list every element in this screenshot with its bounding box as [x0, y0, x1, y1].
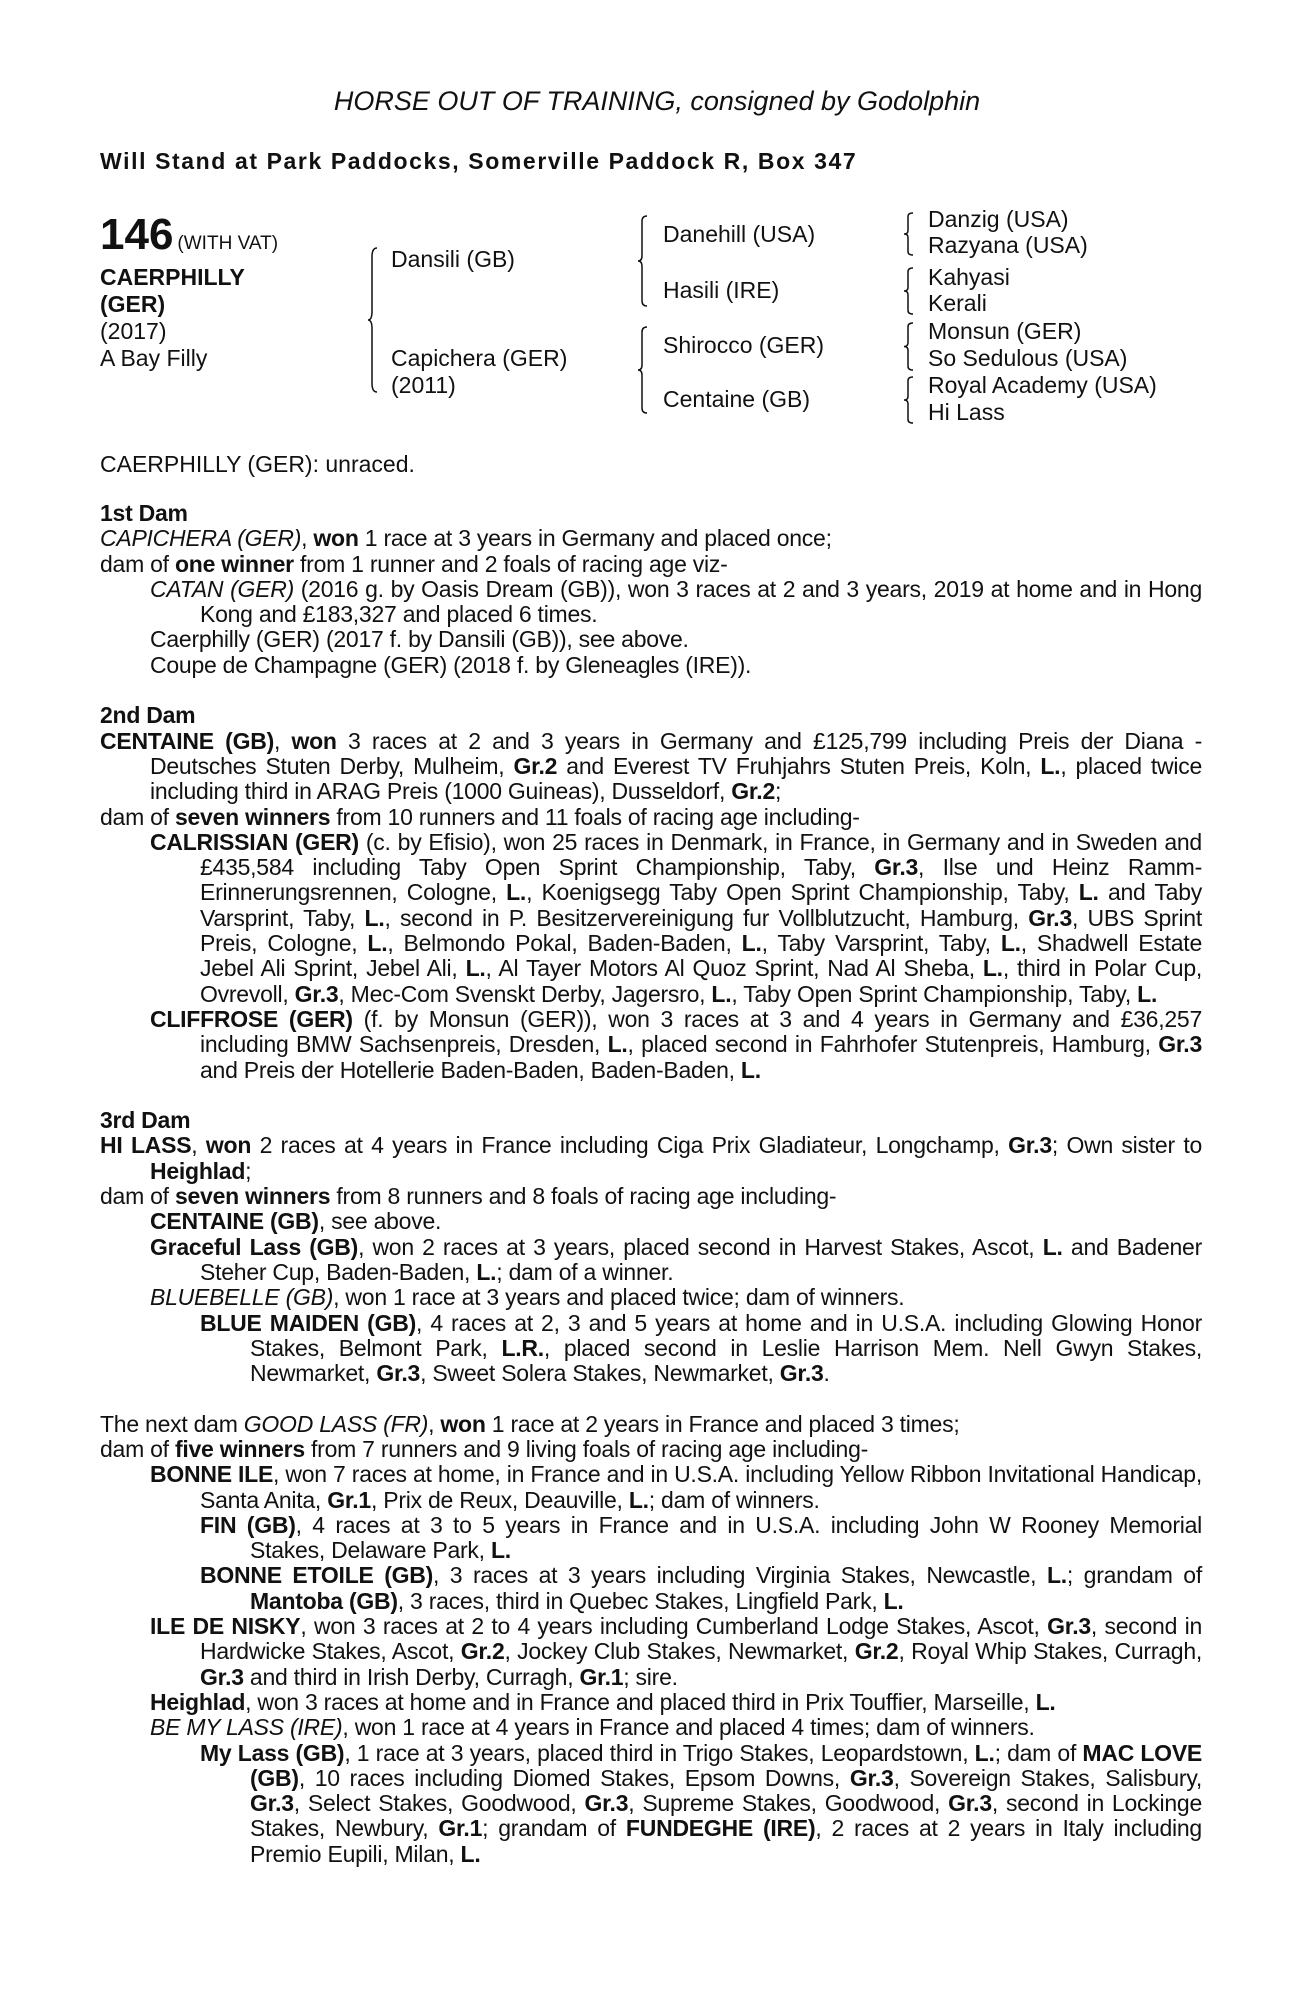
- pedigree-brace: [638, 327, 650, 413]
- text-run: , 4 races at 2, 3 and 5 years at home and in U.S.A. including Glowing Honor Stakes, Belmont Park,: [250, 1309, 1202, 1361]
- bold-text: won: [440, 1410, 486, 1437]
- text-run: , won 3 races at 2 to 4 years including Cumberland Lodge Stakes, Ascot,: [300, 1613, 1048, 1640]
- bold-text: Gr.3: [584, 1790, 629, 1817]
- text-run: ,: [274, 727, 292, 754]
- bold-text: Gr.3: [779, 1360, 824, 1387]
- text-run: dam of: [100, 550, 175, 577]
- text-run: , Taby Open Sprint Championship, Taby,: [731, 980, 1138, 1007]
- text-run: ,: [191, 1132, 206, 1159]
- bold-text: L.: [1046, 1562, 1067, 1589]
- text-run: 3 races at 2 and 3 years in Germany and £125,799 including Preis der Diana - Deutsches Stuten Derby, Mulheim,: [150, 727, 1203, 779]
- produce-entry: [100, 627, 1202, 652]
- sire: Dansili (GB): [391, 246, 515, 272]
- bold-text: Gr.2: [731, 778, 775, 805]
- bold-text: CLIFFROSE (GER): [150, 1005, 353, 1032]
- text-run: , third in Polar Cup, Ovrevoll,: [200, 955, 1202, 1007]
- bold-text: BONNE ILE: [150, 1461, 274, 1488]
- ancestor-gen3: Hi Lass: [928, 399, 1005, 425]
- text-run: , won 2 races at 3 years, placed second in Harvest Stakes, Ascot,: [358, 1233, 1043, 1260]
- dam-year: (2011): [391, 372, 456, 398]
- bold-text: L.: [1040, 752, 1061, 779]
- text-run: Coupe de Champagne (GER) (2018 f. by Gleneagles (IRE)).: [150, 651, 752, 678]
- bold-text: won: [313, 525, 359, 552]
- text-run: from 1 runner and 2 foals of racing age viz-: [293, 550, 728, 577]
- lot-number: 146: [100, 210, 174, 259]
- bold-text: L.: [883, 1587, 904, 1614]
- bold-text: L.: [982, 955, 1003, 982]
- bold-text: Gr.1: [438, 1815, 483, 1842]
- bold-text: Heighlad: [150, 1157, 246, 1184]
- dam-summary: [100, 1437, 1202, 1462]
- bold-text: Mantoba (GB): [250, 1587, 398, 1614]
- text-run: , 3 races at 3 years including Virginia Stakes, Newcastle,: [433, 1562, 1047, 1589]
- dam-dam: Centaine (GB): [663, 386, 811, 412]
- dam-section: [100, 1412, 1202, 1867]
- bold-text: L.: [711, 980, 732, 1007]
- text-run: , Koenigsegg Taby Open Sprint Championship, Taby,: [526, 879, 1079, 906]
- bold-text: L.: [1078, 879, 1099, 906]
- bold-text: Gr.3: [1158, 1031, 1202, 1058]
- text-run: , Jockey Club Stakes, Newmarket,: [504, 1638, 855, 1665]
- italic-text: BLUEBELLE (GB): [150, 1284, 334, 1311]
- text-run: , Al Tayer Motors Al Quoz Sprint, Nad Al Sheba,: [485, 955, 983, 982]
- text-run: ,: [301, 525, 314, 552]
- text-run: , placed second in Leslie Harrison Mem. Nell Gwyn Stakes, Newmarket,: [250, 1334, 1202, 1387]
- text-run: , Sovereign Stakes, Salisbury,: [893, 1764, 1203, 1791]
- text-run: , won 7 races at home, in France and in U.S.A. including Yellow Ribbon Invitational Handicap, Santa Anita,: [200, 1461, 1202, 1513]
- text-run: , see above.: [318, 1208, 442, 1235]
- produce-entry: [100, 1235, 1202, 1286]
- produce-entry: [100, 653, 1202, 678]
- text-run: , Royal Whip Stakes, Curragh,: [898, 1638, 1203, 1665]
- bold-text: Gr.3: [376, 1360, 421, 1387]
- pedigree-brace: [904, 323, 916, 370]
- bold-text: L.: [506, 879, 527, 906]
- bold-text: L.: [476, 1258, 497, 1285]
- bold-text: Gr.3: [1047, 1613, 1091, 1640]
- ancestor-gen3: Kerali: [928, 290, 987, 316]
- text-run: ;: [775, 778, 782, 805]
- dam-section: [100, 1108, 1202, 1386]
- produce-entry: [100, 1462, 1202, 1513]
- dam-summary: [100, 805, 1202, 830]
- bold-text: L.R.: [501, 1334, 544, 1361]
- ancestor-gen3: Royal Academy (USA): [928, 372, 1157, 398]
- bold-text: L.: [1137, 980, 1158, 1007]
- text-run: , won 3 races at home and in France and placed third in Prix Touffier, Marseille,: [245, 1688, 1036, 1715]
- text-run: (c. by Efisio), won 25 races in Denmark, in France, in Germany and in Sweden and £435,584 including Taby Open Sprint Championship, Taby,: [200, 828, 1202, 881]
- text-run: , 3 races, third in Quebec Stakes, Lingfield Park,: [397, 1587, 884, 1614]
- section-heading: 3rd Dam: [100, 1107, 191, 1134]
- produce-entry: [100, 1715, 1202, 1740]
- dam-summary: [100, 1133, 1202, 1184]
- horse-name: CAERPHILLY (GER): [100, 264, 245, 317]
- text-run: , 1 race at 3 years, placed third in Trigo Stakes, Leopardstown,: [344, 1739, 975, 1766]
- text-run: 2 races at 4 years in France including Ciga Prix Gladiateur, Longchamp,: [251, 1132, 1009, 1159]
- text-run: , Taby Varsprint, Taby,: [761, 930, 1001, 957]
- bold-text: L.: [607, 1031, 628, 1058]
- bold-text: L.: [1035, 1688, 1056, 1715]
- bold-text: seven winners: [174, 803, 331, 830]
- bold-text: Gr.3: [849, 1764, 894, 1791]
- vat-note: (WITH VAT): [177, 233, 279, 254]
- sire-dam: Hasili (IRE): [663, 277, 780, 303]
- ancestor-gen3: Danzig (USA): [928, 206, 1069, 232]
- bold-text: HI LASS: [100, 1132, 192, 1159]
- bold-text: Gr.3: [948, 1790, 992, 1817]
- bold-text: L.: [490, 1537, 511, 1564]
- bold-text: CENTAINE (GB): [100, 727, 274, 754]
- text-run: , second in Lockinge Stakes, Newbury,: [250, 1790, 1202, 1842]
- ancestor-gen3: Razyana (USA): [928, 232, 1088, 258]
- bold-text: Heighlad: [150, 1688, 246, 1715]
- text-run: ; dam of a winner.: [496, 1258, 674, 1285]
- text-run: , UBS Sprint Preis, Cologne,: [200, 904, 1202, 957]
- pedigree-brace: [638, 216, 650, 306]
- horse-description: A Bay Filly: [100, 345, 208, 371]
- produce-entry: [100, 1209, 1202, 1234]
- bold-text: Gr.3: [1028, 904, 1072, 931]
- bold-text: L.: [740, 1056, 761, 1083]
- bold-text: BLUE MAIDEN (GB): [200, 1309, 416, 1336]
- produce-entry: [100, 1311, 1202, 1387]
- dam-summary: [100, 526, 1202, 551]
- italic-text: BE MY LASS (IRE): [150, 1714, 343, 1741]
- text-run: ; grandam of: [1066, 1562, 1202, 1589]
- dam-summary: [100, 552, 1202, 577]
- bold-text: FUNDEGHE (IRE): [625, 1815, 816, 1842]
- stabling-location: Will Stand at Park Paddocks, Somerville Paddock R, Box 347: [100, 148, 858, 174]
- text-run: , Mec-Com Svenskt Derby, Jagersro,: [338, 980, 712, 1007]
- page-title: HORSE OUT OF TRAINING, consigned by Godolphin: [333, 86, 981, 116]
- text-run: dam of: [100, 1183, 175, 1210]
- bold-text: MAC LOVE (GB): [250, 1739, 1202, 1791]
- section-heading: 2nd Dam: [100, 702, 196, 729]
- text-run: , Supreme Stakes, Goodwood,: [628, 1790, 949, 1817]
- bold-text: Gr.2: [460, 1638, 505, 1665]
- bold-text: one winner: [174, 550, 294, 577]
- bold-text: Gr.3: [200, 1663, 244, 1690]
- section-heading: 1st Dam: [100, 500, 188, 526]
- text-run: and third in Irish Derby, Curragh,: [243, 1663, 580, 1690]
- dam-summary: [100, 1412, 1202, 1437]
- text-run: , won 1 race at 3 years and placed twice; dam of winners.: [333, 1284, 905, 1311]
- text-run: ; sire.: [623, 1663, 678, 1690]
- dam-summary: [100, 729, 1202, 805]
- text-run: , 2 races at 2 years in Italy including Premio Eupili, Milan,: [250, 1815, 1202, 1867]
- bold-text: Gr.2: [513, 752, 558, 779]
- produce-entry: [100, 1741, 1202, 1867]
- text-run: , 10 races including Diomed Stakes, Epsom Downs,: [298, 1764, 850, 1791]
- dam-section: [100, 501, 1202, 678]
- text-run: Caerphilly (GER) (2017 f. by Dansili (GB)), see above.: [150, 626, 689, 653]
- produce-entry: [100, 1285, 1202, 1310]
- dam-sire: Shirocco (GER): [663, 332, 825, 358]
- bold-text: L.: [364, 904, 385, 931]
- lot-number-block: [100, 212, 278, 267]
- italic-text: GOOD LASS (FR): [243, 1410, 429, 1437]
- bold-text: seven winners: [174, 1183, 331, 1210]
- text-run: (2016 g. by Oasis Dream (GB)), won 3 races at 2 and 3 years, 2019 at home and in Hong Kong and £183,327 and placed 6 times.: [200, 575, 1202, 628]
- bold-text: Gr.3: [1008, 1132, 1052, 1159]
- text-run: , second in Hardwicke Stakes, Ascot,: [200, 1613, 1202, 1665]
- text-run: The next dam: [100, 1410, 244, 1437]
- text-run: and Taby Varsprint, Taby,: [200, 879, 1202, 931]
- bold-text: L.: [367, 930, 388, 957]
- bold-text: Gr.1: [327, 1486, 371, 1513]
- text-run: ,: [428, 1410, 441, 1437]
- bold-text: My Lass (GB): [200, 1739, 345, 1766]
- italic-text: CAPICHERA (GER): [100, 525, 302, 552]
- bold-text: Gr.3: [250, 1790, 294, 1817]
- text-run: , second in P. Besitzervereinigung fur Vollblutzucht, Hamburg,: [384, 904, 1029, 931]
- produce-entry: [100, 1563, 1202, 1614]
- text-run: , won 1 race at 4 years in France and placed 4 times; dam of winners.: [342, 1714, 1035, 1741]
- bold-text: Graceful Lass (GB): [150, 1233, 359, 1260]
- dam: Capichera (GER): [391, 345, 568, 371]
- bold-text: CENTAINE (GB): [150, 1208, 319, 1235]
- text-run: , Sweet Solera Stakes, Newmarket,: [420, 1360, 780, 1387]
- italic-text: CATAN (GER): [150, 575, 294, 602]
- text-run: (f. by Monsun (GER)), won 3 races at 3 and 4 years in Germany and £36,257 including BMW Sachsenpreis, Dresden,: [200, 1005, 1202, 1058]
- text-run: ; Own sister to: [1051, 1132, 1203, 1159]
- bold-text: five winners: [174, 1435, 305, 1462]
- bold-text: Gr.3: [294, 980, 339, 1007]
- bold-text: L.: [628, 1486, 649, 1513]
- bold-text: L.: [1042, 1233, 1063, 1260]
- pedigree-brace: [368, 248, 380, 392]
- text-run: ; grandam of: [482, 1815, 626, 1842]
- text-run: , Shadwell Estate Jebel Ali Sprint, Jebel Ali,: [200, 930, 1202, 982]
- bold-text: L.: [465, 955, 486, 982]
- text-run: ; dam of winners.: [648, 1486, 820, 1513]
- text-run: , 4 races at 3 to 5 years in France and in U.S.A. including John W Rooney Memorial Stakes, Delaware Park,: [250, 1511, 1202, 1564]
- ancestor-gen3: So Sedulous (USA): [928, 345, 1128, 371]
- text-run: and Badener Steher Cup, Baden-Baden,: [200, 1233, 1202, 1285]
- text-run: , placed second in Fahrhofer Stutenpreis, Hamburg,: [627, 1031, 1159, 1058]
- race-record: CAERPHILLY (GER): unraced.: [100, 451, 415, 477]
- dam-summary: [100, 1184, 1202, 1209]
- text-run: 1 race at 3 years in Germany and placed once;: [358, 525, 832, 552]
- produce-entry: [100, 577, 1202, 628]
- pedigree-brace: [904, 377, 916, 423]
- bold-text: Gr.2: [854, 1638, 899, 1665]
- pedigree-brace: [904, 213, 916, 255]
- text-run: and Preis der Hotellerie Baden-Baden, Baden-Baden,: [200, 1056, 741, 1083]
- text-run: , Prix de Reux, Deauville,: [370, 1486, 629, 1513]
- ancestor-gen3: Monsun (GER): [928, 318, 1082, 344]
- text-run: dam of: [100, 1435, 175, 1462]
- bold-text: CALRISSIAN (GER): [150, 828, 359, 855]
- bold-text: won: [205, 1132, 252, 1159]
- text-run: ; dam of: [994, 1739, 1083, 1766]
- produce-entry: [100, 1007, 1202, 1083]
- bold-text: ILE DE NISKY: [150, 1613, 301, 1640]
- bold-text: Gr.3: [874, 854, 919, 881]
- text-run: from 7 runners and 9 living foals of racing age including-: [304, 1435, 869, 1462]
- bold-text: won: [291, 727, 337, 754]
- dam-line-body: [100, 501, 1202, 1867]
- text-run: and Everest TV Fruhjahrs Stuten Preis, Koln,: [557, 752, 1041, 779]
- text-run: , Select Stakes, Goodwood,: [293, 1790, 585, 1817]
- bold-text: L.: [460, 1840, 481, 1867]
- text-run: from 10 runners and 11 foals of racing age including-: [330, 803, 860, 830]
- bold-text: BONNE ETOILE (GB): [200, 1562, 434, 1589]
- text-run: ;: [245, 1157, 252, 1184]
- sire-sire: Danehill (USA): [663, 221, 816, 247]
- text-run: , Belmondo Pokal, Baden-Baden,: [387, 930, 742, 957]
- bold-text: L.: [1000, 930, 1021, 957]
- bold-text: L.: [974, 1739, 995, 1766]
- text-run: from 8 runners and 8 foals of racing age including-: [330, 1183, 837, 1210]
- text-run: , placed twice including third in ARAG Preis (1000 Guineas), Dusseldorf,: [150, 752, 1202, 805]
- ancestor-gen3: Kahyasi: [928, 264, 1010, 290]
- produce-entry: [100, 1614, 1202, 1690]
- dam-section: [100, 703, 1202, 1082]
- bold-text: FIN (GB): [200, 1511, 296, 1538]
- bold-text: L.: [741, 930, 762, 957]
- text-run: , Ilse und Heinz Ramm-Erinnerungsrennen, Cologne,: [200, 854, 1202, 906]
- text-run: 1 race at 2 years in France and placed 3 times;: [485, 1410, 960, 1437]
- produce-entry: [100, 1513, 1202, 1564]
- produce-entry: [100, 1690, 1202, 1715]
- text-run: dam of: [100, 803, 175, 830]
- bold-text: Gr.1: [579, 1663, 624, 1690]
- text-run: .: [823, 1360, 830, 1387]
- foaling-year: (2017): [100, 318, 167, 344]
- produce-entry: [100, 830, 1202, 1007]
- pedigree-brace: [904, 268, 916, 314]
